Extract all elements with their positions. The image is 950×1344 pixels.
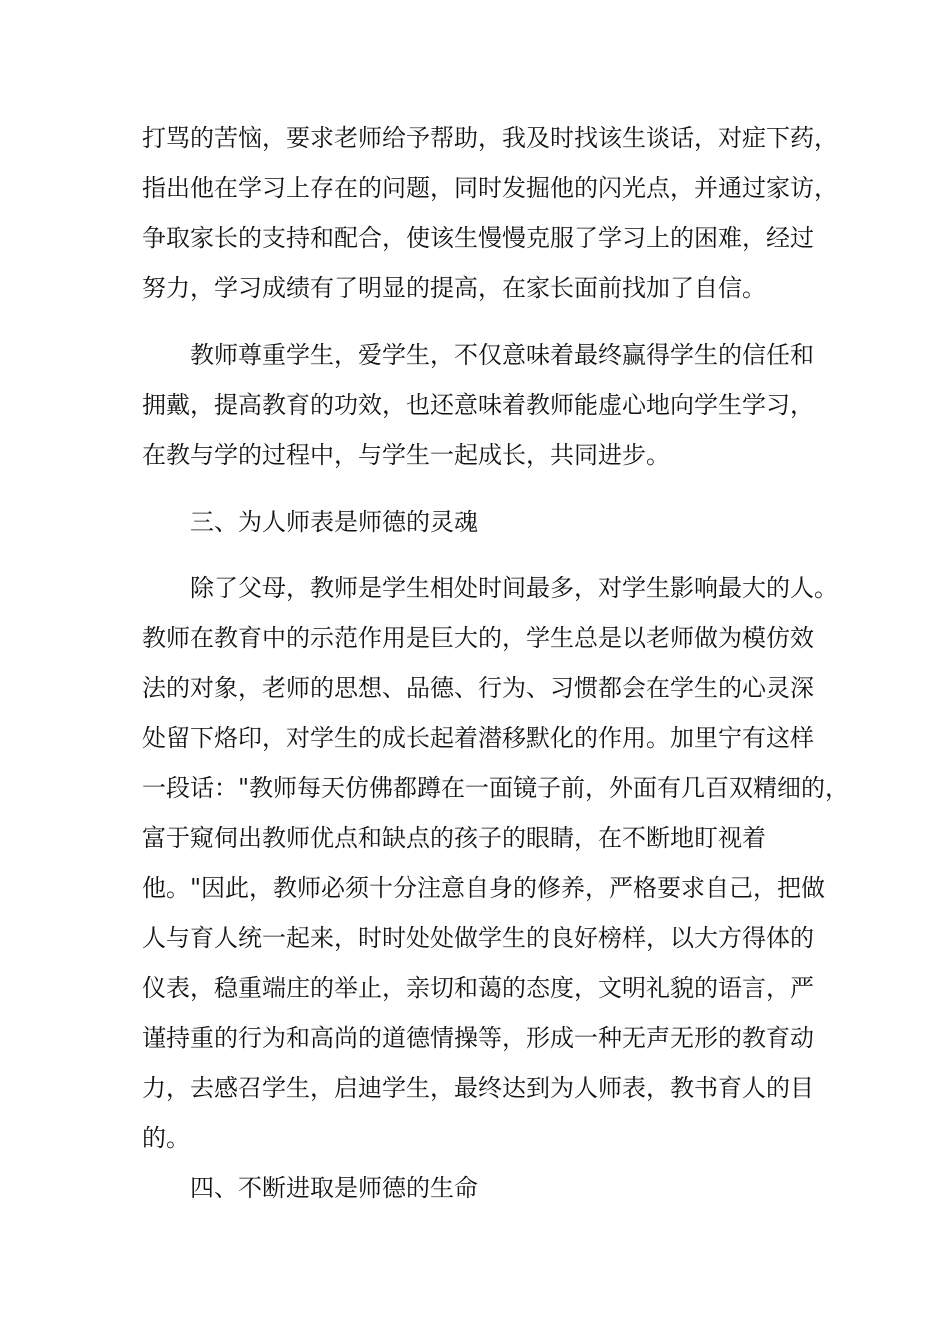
text-line: 处留下烙印，对学生的成长起着潜移默化的作用。加里宁有这样 [142,724,814,752]
text-line: 争取家长的支持和配合，使该生慢慢克服了学习上的困难，经过 [142,224,814,252]
text-line: 努力，学习成绩有了明显的提高，在家长面前找加了自信。 [142,274,766,302]
paragraph-first-line: 除了父母，教师是学生相处时间最多，对学生影响最大的人。 [190,574,838,602]
text-line: 富于窥伺出教师优点和缺点的孩子的眼睛，在不断地盯视着 [142,824,766,852]
text-line: 他。"因此，教师必须十分注意自身的修养，严格要求自己，把做 [142,874,826,902]
section-heading: 三、为人师表是师德的灵魂 [190,508,478,536]
text-line: 仪表，稳重端庄的举止，亲切和蔼的态度，文明礼貌的语言，严 [142,974,814,1002]
text-line: 指出他在学习上存在的问题，同时发掘他的闪光点，并通过家访， [142,174,838,202]
text-line: 力，去感召学生，启迪学生，最终达到为人师表，教书育人的目 [142,1074,814,1102]
text-line: 打骂的苦恼，要求老师给予帮助，我及时找该生谈话，对症下药， [142,124,838,152]
text-line: 拥戴，提高教育的功效，也还意味着教师能虚心地向学生学习， [142,391,814,419]
text-line: 一段话："教师每天仿佛都蹲在一面镜子前，外面有几百双精细的， [142,774,850,802]
section-heading: 四、不断进取是师德的生命 [190,1174,478,1202]
text-line: 法的对象，老师的思想、品德、行为、习惯都会在学生的心灵深 [142,674,814,702]
text-line: 在教与学的过程中，与学生一起成长，共同进步。 [142,441,670,469]
paragraph-first-line: 教师尊重学生，爱学生，不仅意味着最终赢得学生的信任和 [190,341,814,369]
text-line: 教师在教育中的示范作用是巨大的，学生总是以老师做为模仿效 [142,624,814,652]
text-line: 人与育人统一起来，时时处处做学生的良好榜样，以大方得体的 [142,924,814,952]
text-line: 谨持重的行为和高尚的道德情操等，形成一种无声无形的教育动 [142,1024,814,1052]
text-line: 的。 [142,1124,190,1152]
